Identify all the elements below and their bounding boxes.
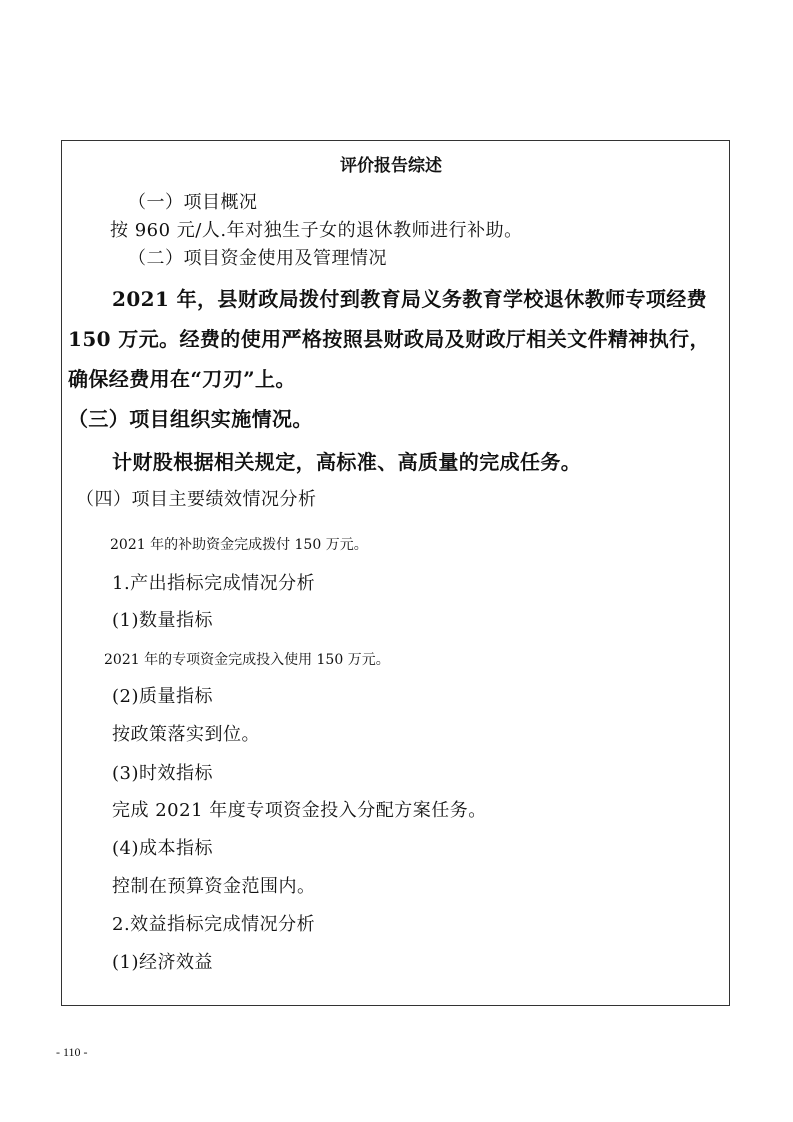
cost-indicator-text: 控制在预算资金范围内。 bbox=[112, 876, 316, 897]
quantity-indicator-text: 2021 年的专项资金完成投入使用 150 万元。 bbox=[104, 652, 390, 668]
quantity-indicator-heading: (1)数量指标 bbox=[112, 610, 213, 631]
quality-indicator-text: 按政策落实到位。 bbox=[112, 724, 260, 745]
section-3-text: 计财股根据相关规定，高标准、高质量的完成任务。 bbox=[112, 450, 582, 474]
section-2-line-1: 2021 年，县财政局拨付到教育局义务教育学校退休教师专项经费 bbox=[112, 287, 708, 311]
section-3-heading: （三）项目组织实施情况。 bbox=[68, 407, 313, 431]
section-4-summary: 2021 年的补助资金完成拨付 150 万元。 bbox=[110, 537, 368, 553]
timeliness-indicator-text: 完成 2021 年度专项资金投入分配方案任务。 bbox=[112, 800, 487, 821]
timeliness-indicator-heading: (3)时效指标 bbox=[112, 763, 213, 784]
section-2-line-2: 150 万元。经费的使用严格按照县财政局及财政厅相关文件精神执行， bbox=[68, 327, 710, 351]
section-1-heading: （一）项目概况 bbox=[128, 192, 258, 213]
benefit-indicator-heading: 2.效益指标完成情况分析 bbox=[112, 914, 316, 935]
section-4-heading: （四）项目主要绩效情况分析 bbox=[76, 489, 317, 510]
section-2-line-3: 确保经费用在“刀刃”上。 bbox=[68, 367, 296, 391]
section-2-heading: （二）项目资金使用及管理情况 bbox=[128, 248, 387, 269]
cost-indicator-heading: (4)成本指标 bbox=[112, 838, 213, 859]
section-1-text: 按 960 元/人.年对独生子女的退休教师进行补助。 bbox=[110, 220, 523, 241]
output-indicator-heading: 1.产出指标完成情况分析 bbox=[112, 573, 316, 594]
report-title: 评价报告综述 bbox=[340, 156, 442, 176]
quality-indicator-heading: (2)质量指标 bbox=[112, 686, 213, 707]
page-number: - 110 - bbox=[56, 1045, 88, 1059]
economic-benefit-heading: (1)经济效益 bbox=[112, 952, 213, 973]
